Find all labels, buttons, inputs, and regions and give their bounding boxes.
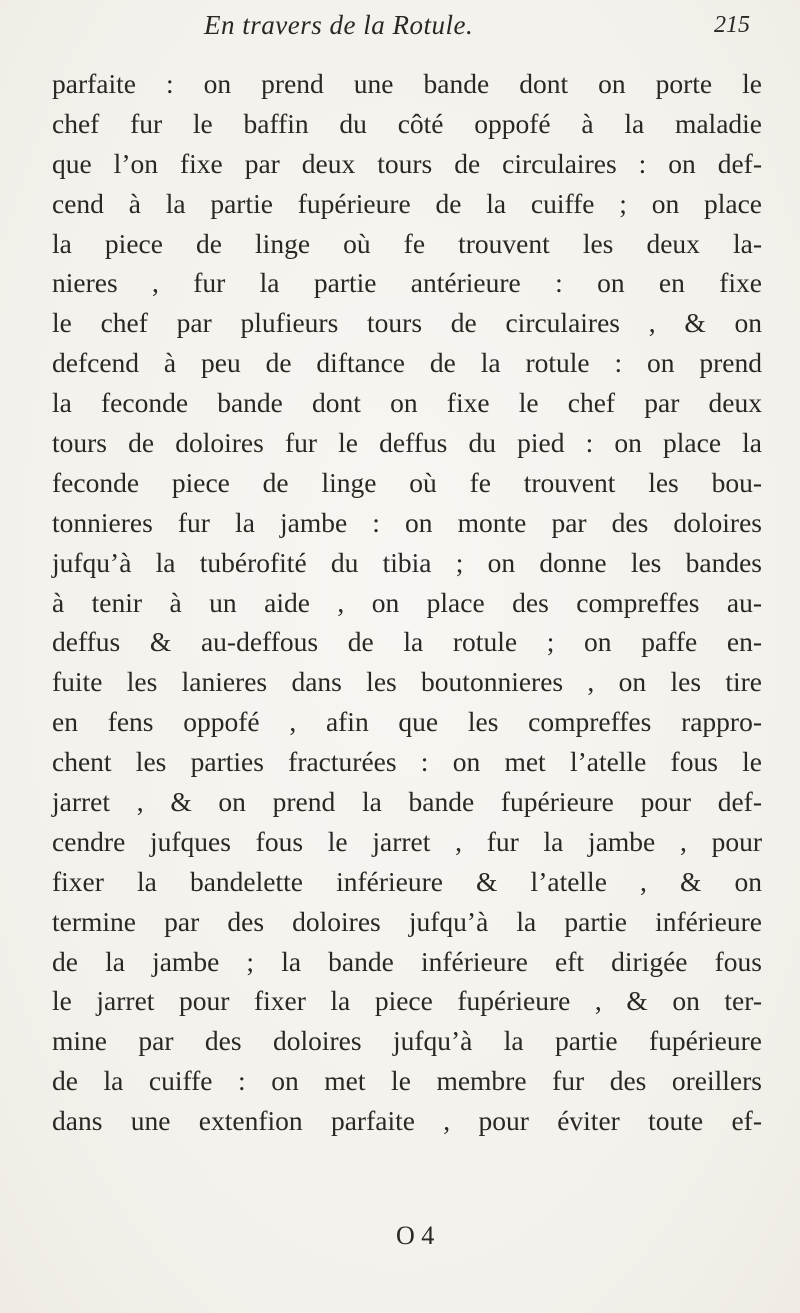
text-line: parfaite : on prend une bande dont on porte le — [52, 68, 762, 99]
signature-mark: O 4 — [396, 1221, 435, 1250]
page-number: 215 — [714, 12, 750, 38]
text-line: tours de doloires fur le deffus du pied : on place la — [52, 427, 762, 459]
text-line: dans une extenfion parfaite , pour éviter toute ef- — [52, 1105, 762, 1137]
text-line: jufqu’à la tubérofité du tibia ; on donne les bandes — [52, 546, 762, 578]
text-line: termine par des doloires jufqu’à la partie inférieure — [52, 905, 762, 937]
text-line: le chef par plufieurs tours de circulaires , & on — [52, 307, 762, 339]
text-line: fixer la bandelette inférieure & l’atelle , & on — [52, 865, 762, 897]
text-line: chef fur le baffin du côté oppofé à la maladie — [52, 107, 762, 139]
text-line: deffus & au-deffous de la rotule ; on paffe en- — [52, 626, 762, 658]
text-line: chent les parties fracturées : on met l’atelle fous le — [52, 746, 762, 778]
text-line: jarret , & on prend la bande fupérieure pour def- — [52, 786, 762, 818]
text-line: en fens oppofé , afin que les compreffes rappro- — [52, 706, 762, 738]
text-line: mine par des doloires jufqu’à la partie fupérieure — [52, 1025, 762, 1057]
text-line: feconde piece de linge où fe trouvent les bou- — [52, 466, 762, 498]
text-line: defcend à peu de diftance de la rotule : on prend — [52, 347, 762, 379]
running-title: En travers de la Rotule. — [204, 10, 474, 40]
text-line: cendre jufques fous le jarret , fur la jambe , pour — [52, 825, 762, 857]
text-line: la piece de linge où fe trouvent les deux la- — [52, 227, 762, 259]
text-line: à tenir à un aide , on place des compreffes au- — [52, 586, 762, 618]
text-line: nieres , fur la partie antérieure : on en fixe — [52, 267, 762, 299]
text-line: la feconde bande dont on fixe le chef par deux — [52, 387, 762, 419]
text-line: fuite les lanieres dans les boutonnieres , on les tire — [52, 666, 762, 698]
body-text — [52, 64, 762, 1141]
text-line: tonnieres fur la jambe : on monte par des doloires — [52, 506, 762, 538]
page-header — [52, 10, 762, 50]
text-line: le jarret pour fixer la piece fupérieure , & on ter- — [52, 985, 762, 1017]
text-line: de la cuiffe : on met le membre fur des oreillers — [52, 1065, 762, 1097]
text-line: que l’on fixe par deux tours de circulaires : on def- — [52, 147, 762, 179]
text-line: cend à la partie fupérieure de la cuiffe ; on place — [52, 187, 762, 219]
text-line: de la jambe ; la bande inférieure eft dirigée fous — [52, 945, 762, 977]
